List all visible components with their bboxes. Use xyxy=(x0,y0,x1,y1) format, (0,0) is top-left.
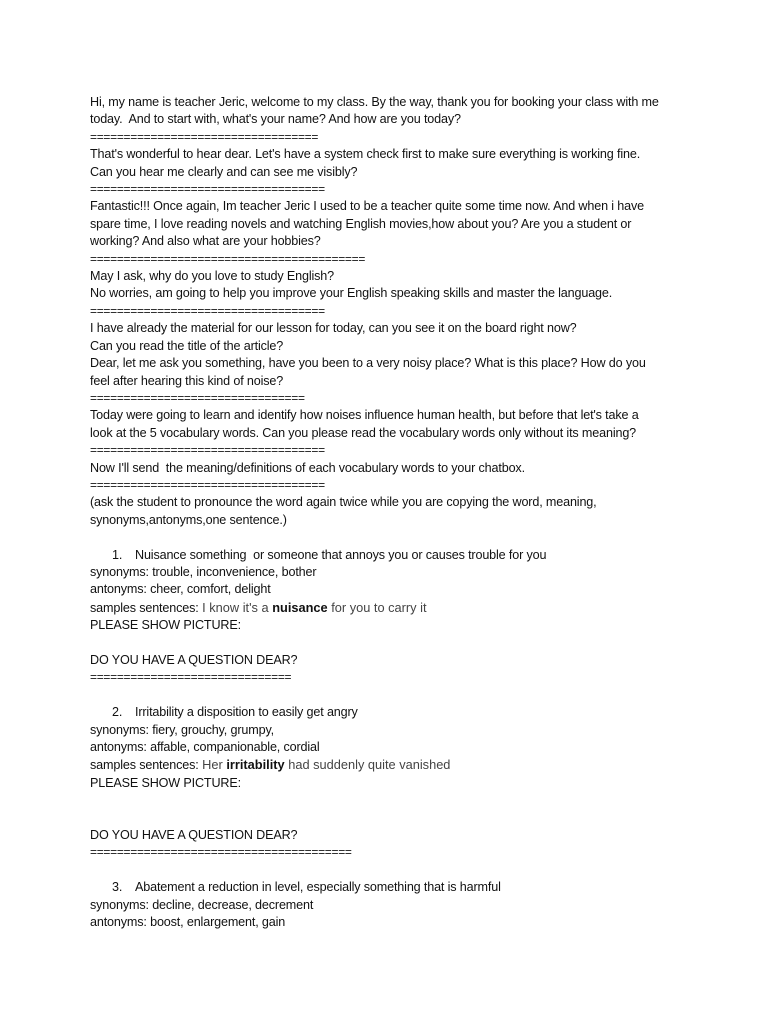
separator: ================================== xyxy=(90,129,319,144)
spacer xyxy=(90,687,708,704)
sample-keyword: irritability xyxy=(226,757,285,773)
vocab-definition: Abatement a reduction in level, especially something that is harmful xyxy=(135,880,501,895)
spacer xyxy=(90,792,708,809)
vocab-item-3 xyxy=(90,879,708,896)
separator: ================================ xyxy=(90,390,305,405)
separator: ============================== xyxy=(90,670,292,685)
vocab-definition: Nuisance something or someone that annoys you or causes trouble for you xyxy=(135,547,547,562)
greeting-line-1: Hi, my name is teacher Jeric, welcome to my class. By the way, thank you for booking your class with me xyxy=(90,95,659,109)
intro-teacher-line-3: working? And also what are your hobbies? xyxy=(90,234,321,249)
greeting-line-2: today. And to start with, what's your name? And how are you today? xyxy=(90,112,461,127)
spacer xyxy=(90,529,708,546)
question-prompt: DO YOU HAVE A QUESTION DEAR? xyxy=(90,652,298,667)
separator: ======================================= xyxy=(90,845,352,860)
separator: ========================================= xyxy=(90,251,366,266)
vocab-sample-sentence xyxy=(90,599,708,617)
show-picture-label: PLEASE SHOW PICTURE: xyxy=(90,618,241,633)
spacer xyxy=(90,635,708,652)
intro-teacher-line-2: spare time, I love reading novels and watching English movies,how about you? Are you a student or xyxy=(90,216,632,231)
list-number: 1. xyxy=(112,547,123,562)
material-line-1: I have already the material for our lesson for today, can you see it on the board right now? xyxy=(90,321,577,336)
sample-text: Her irritability had suddenly quite vanished xyxy=(198,757,451,773)
lesson-topic-line-1: Today were going to learn and identify how noises influence human health, but before that let's take a xyxy=(90,408,639,423)
vocab-antonyms: antonyms: cheer, comfort, delight xyxy=(90,582,271,597)
vocab-synonyms: synonyms: decline, decrease, decrement xyxy=(90,897,314,912)
sample-keyword: nuisance xyxy=(272,599,328,615)
separator: =================================== xyxy=(90,443,325,458)
separator: =================================== xyxy=(90,182,325,197)
teacher-note-line-1: (ask the student to pronounce the word again twice while you are copying the word, meaning, xyxy=(90,495,597,510)
material-line-2: Can you read the title of the article? xyxy=(90,338,284,353)
vocab-antonyms: antonyms: boost, enlargement, gain xyxy=(90,915,286,929)
separator: =================================== xyxy=(90,477,325,492)
spacer xyxy=(90,862,708,879)
vocab-synonyms: synonyms: fiery, grouchy, grumpy, xyxy=(90,722,275,737)
sample-label: samples sentences: xyxy=(90,758,199,773)
vocab-synonyms: synonyms: trouble, inconvenience, bother xyxy=(90,564,317,579)
show-picture-label: PLEASE SHOW PICTURE: xyxy=(90,775,241,790)
system-check-line-1: That's wonderful to hear dear. Let's have a system check first to make sure everything is working fine. xyxy=(90,147,641,162)
ask-line-1: May I ask, why do you love to study English? xyxy=(90,269,335,284)
separator: =================================== xyxy=(90,303,325,318)
material-line-4: feel after hearing this kind of noise? xyxy=(90,373,284,388)
vocab-item-2 xyxy=(90,704,708,721)
material-line-3: Dear, let me ask you something, have you been to a very noisy place? What is this place? How do you xyxy=(90,356,646,371)
vocab-sample-sentence xyxy=(90,756,708,774)
intro-teacher-line-1: Fantastic!!! Once again, Im teacher Jeric I used to be a teacher quite some time now. And when i have xyxy=(90,199,644,214)
spacer xyxy=(90,810,708,827)
vocab-antonyms: antonyms: affable, companionable, cordial xyxy=(90,739,320,754)
lesson-topic-line-2: look at the 5 vocabulary words. Can you please read the vocabulary words only without its meaning? xyxy=(90,425,637,440)
list-number: 3. xyxy=(112,880,123,895)
sample-text: I know it's a nuisance for you to carry it xyxy=(198,599,427,615)
sample-label: samples sentences: xyxy=(90,600,199,615)
ask-line-2: No worries, am going to help you improve your English speaking skills and master the language. xyxy=(90,286,613,301)
vocab-definition: Irritability a disposition to easily get angry xyxy=(135,705,358,720)
vocab-item-1 xyxy=(90,547,708,564)
send-meaning-line: Now I'll send the meaning/definitions of each vocabulary words to your chatbox. xyxy=(90,460,525,475)
list-number: 2. xyxy=(112,705,123,720)
question-prompt: DO YOU HAVE A QUESTION DEAR? xyxy=(90,827,298,842)
teacher-note-line-2: synonyms,antonyms,one sentence.) xyxy=(90,512,287,527)
system-check-line-2: Can you hear me clearly and can see me visibly? xyxy=(90,164,358,179)
